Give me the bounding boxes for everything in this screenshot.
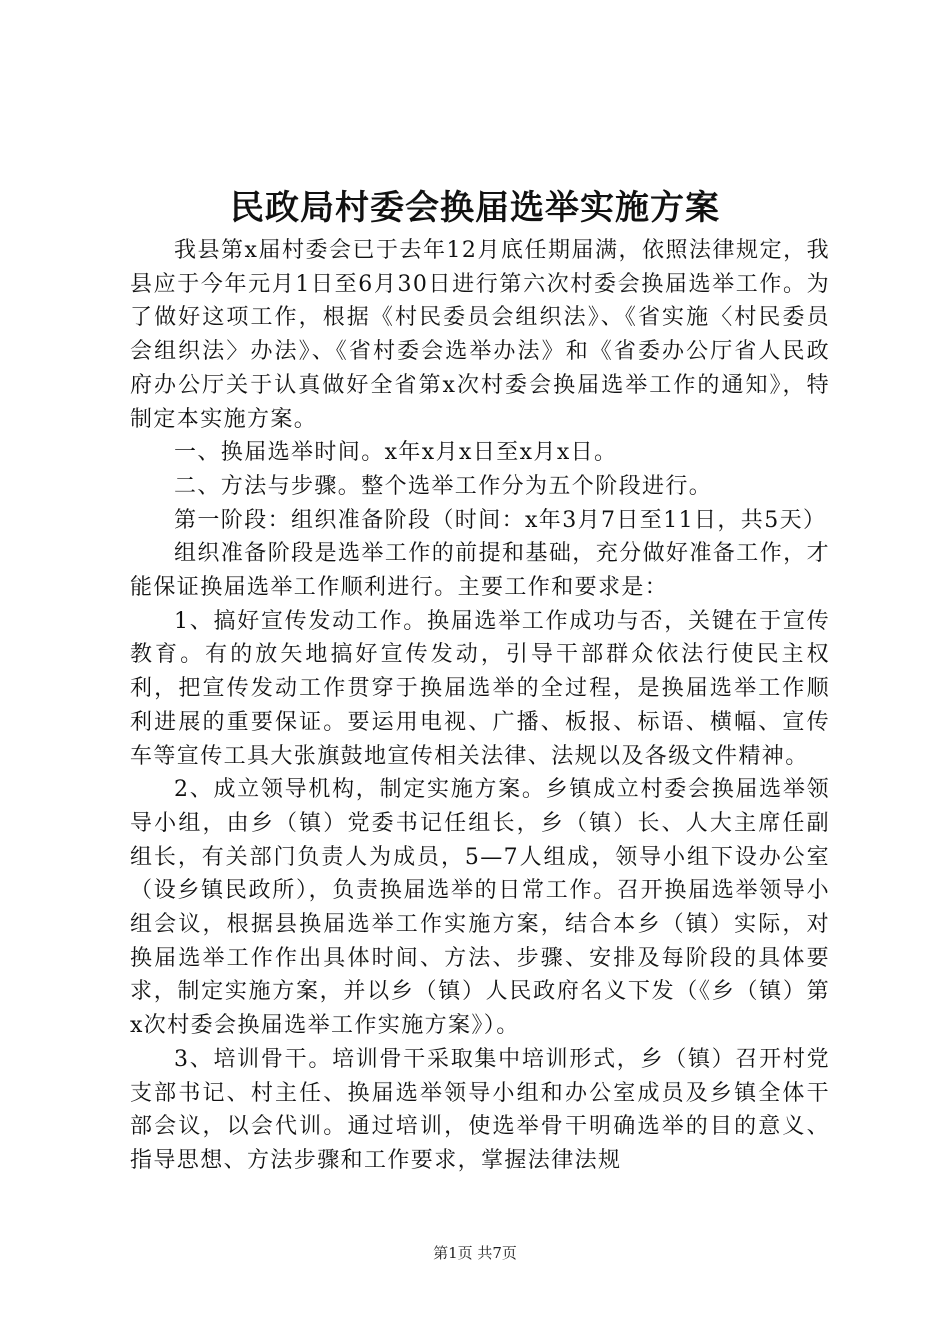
paragraph-section-1: 一、换届选举时间。x年x月x日至x月x日。 bbox=[174, 440, 618, 466]
paragraph-intro: 我县第x届村委会已于去年12月底任期届满，依照法律规定，我县应于今年元月1日至6月30日进行第六次村委会换届选举工作。为了做好这项工作，根据《村民委员会组织法》、《省实施〈村民委员会组织法〉办法》、《省村委会选举办法》和《省委办公厅省人民政府办公厅关于认真做好全省第x次村委会换届选举工作的通知》，特制定本实施方案。 bbox=[130, 238, 830, 432]
paragraph-section-2: 二、方法与步骤。整个选举工作分为五个阶段进行。 bbox=[174, 473, 713, 499]
page-number: 第1页 共7页 bbox=[433, 1244, 517, 1262]
document-title: 民政局村委会换届选举实施方案 bbox=[230, 188, 720, 228]
paragraph-stage-1: 第一阶段：组织准备阶段（时间：x年3月7日至11日，共5天） bbox=[174, 507, 827, 533]
paragraph-item-1: 1、搞好宣传发动工作。换届选举工作成功与否，关键在于宣传教育。有的放矢地搞好宣传发动，引导干部群众依法行使民主权利，把宣传发动工作贯穿于换届选举的全过程，是换届选举工作顺利进展的重要保证。要运用电视、广播、板报、标语、横幅、宣传车等宣传工具大张旗鼓地宣传相关法律、法规以及各级文件精神。 bbox=[130, 608, 830, 769]
document-body bbox=[130, 234, 830, 1178]
paragraph-item-2: 2、成立领导机构，制定实施方案。乡镇成立村委会换届选举领导小组，由乡（镇）党委书记任组长，乡（镇）长、人大主席任副组长，有关部门负责人为成员，5—7人组成，领导小组下设办公室（设乡镇民政所），负责换届选举的日常工作。召开换届选举领导小组会议，根据县换届选举工作实施方案，结合本乡（镇）实际，对换届选举工作作出具体时间、方法、步骤、安排及每阶段的具体要求，制定实施方案，并以乡（镇）人民政府名义下发（《乡（镇）第x次村委会换届选举工作实施方案》）。 bbox=[130, 777, 830, 1039]
paragraph-stage-1-intro: 组织准备阶段是选举工作的前提和基础，充分做好准备工作，才能保证换届选举工作顺利进行。主要工作和要求是： bbox=[130, 541, 830, 601]
paragraph-item-3: 3、培训骨干。培训骨干采取集中培训形式，乡（镇）召开村党支部书记、村主任、换届选举领导小组和办公室成员及乡镇全体干部会议，以会代训。通过培训，使选举骨干明确选举的目的意义、指导思想、方法步骤和工作要求，掌握法律法规 bbox=[130, 1046, 830, 1173]
